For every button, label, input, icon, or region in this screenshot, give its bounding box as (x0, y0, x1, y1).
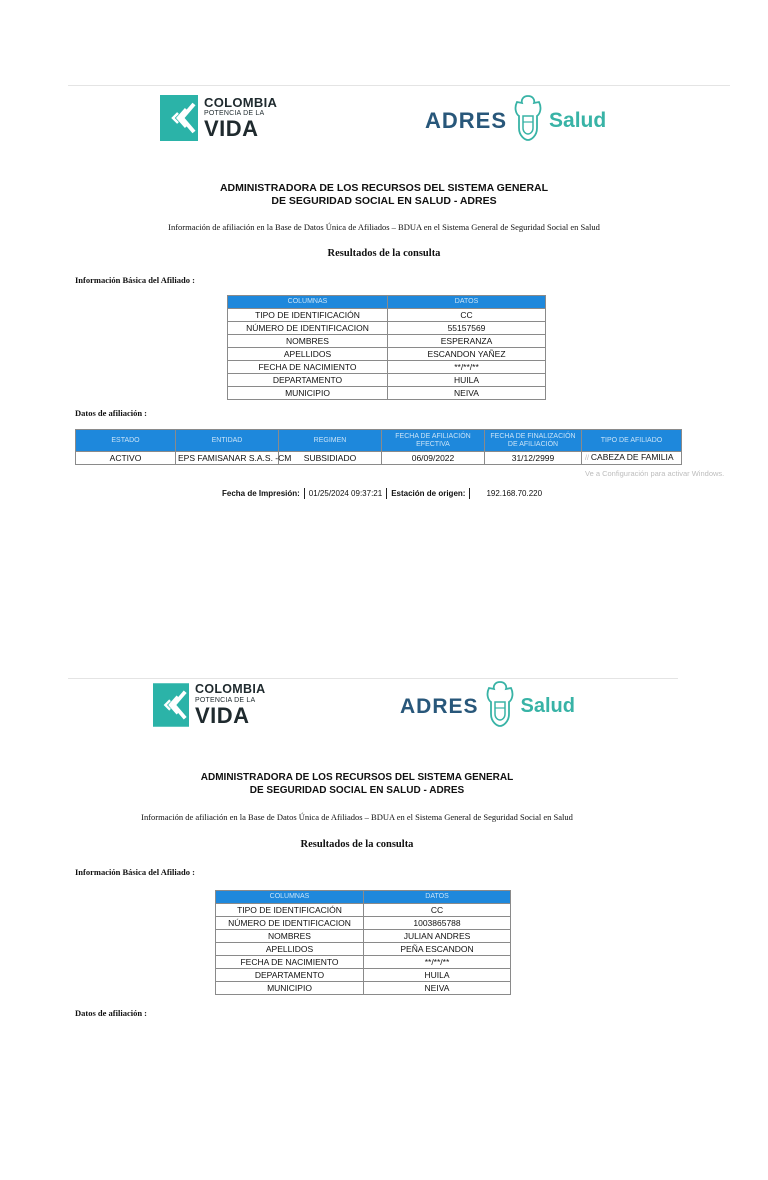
subtitle: Información de afiliación en la Base de Datos Única de Afiliados – BDUA en el Sistema General de Seguridad Social en Salud (168, 222, 600, 232)
table-row (228, 374, 546, 387)
field-label: NOMBRES (216, 930, 364, 943)
affiliation-label: Datos de afiliación : (75, 408, 148, 418)
affiliation-table (75, 429, 682, 465)
salud-wordmark: Salud (520, 695, 575, 717)
field-value: PEÑA ESCANDON (364, 943, 511, 956)
table-row (216, 904, 511, 917)
page-title (0, 182, 768, 208)
print-date-value: 01/25/2024 09:37:21 (308, 489, 383, 498)
basic-info-label: Información Básica del Afiliado : (75, 867, 195, 877)
column-header: ENTIDAD (176, 430, 279, 452)
logo-line-colombia: COLOMBIA (204, 95, 278, 110)
page-title (0, 772, 741, 797)
table-header-row (216, 891, 511, 904)
basic-info-table (215, 890, 511, 995)
table-row (76, 452, 682, 465)
salud-wordmark: Salud (549, 108, 607, 132)
logo-line-vida: VIDA (204, 116, 259, 141)
subtitle: Información de afiliación en la Base de Datos Única de Afiliados – BDUA en el Sistema General de Seguridad Social en Salud (141, 812, 573, 822)
overlay-glyph-icon: // (585, 455, 589, 462)
affiliation-label: Datos de afiliación : (75, 1008, 148, 1018)
adres-salud-logo (400, 680, 575, 733)
table-row (216, 969, 511, 982)
fecha-finalizacion-cell: 31/12/2999 (485, 452, 582, 465)
origin-value: 192.168.70.220 (486, 489, 543, 498)
tipo-afiliado-cell (582, 452, 682, 465)
colombia-potencia-vida-logo (153, 681, 265, 729)
field-value: NEIVA (388, 387, 546, 400)
table-row (228, 348, 546, 361)
colombia-potencia-vida-logo (160, 95, 277, 141)
title-line-1: ADMINISTRADORA DE LOS RECURSOS DEL SISTEMA GENERAL (219, 182, 549, 194)
column-header: TIPO DE AFILIADO (582, 430, 682, 452)
title-line-1: ADMINISTRADORA DE LOS RECURSOS DEL SISTEMA GENERAL (200, 772, 514, 783)
field-value: CC (364, 904, 511, 917)
column-header: ESTADO (76, 430, 176, 452)
field-value: **/**/** (364, 956, 511, 969)
logo-line-colombia: COLOMBIA (195, 682, 266, 697)
table-row (216, 930, 511, 943)
field-label: DEPARTAMENTO (216, 969, 364, 982)
field-value: JULIAN ANDRES (364, 930, 511, 943)
field-label: MUNICIPIO (228, 387, 388, 400)
entidad-cell: EPS FAMISANAR S.A.S. -CM (176, 452, 279, 465)
column-header: REGIMEN (279, 430, 382, 452)
field-label: MUNICIPIO (216, 982, 364, 995)
field-value: 1003865788 (364, 917, 511, 930)
table-row (228, 335, 546, 348)
logo-line-potencia: POTENCIA DE LA (204, 110, 265, 117)
table-row (216, 982, 511, 995)
separator (386, 488, 387, 499)
field-label: NOMBRES (228, 335, 388, 348)
print-footer (222, 488, 542, 499)
table-row (216, 956, 511, 969)
field-label: TIPO DE IDENTIFICACIÓN (228, 309, 388, 322)
adres-wordmark: ADRES (425, 107, 508, 133)
field-value: HUILA (364, 969, 511, 982)
field-label: FECHA DE NACIMIENTO (228, 361, 388, 374)
coat-of-arms-icon (513, 94, 543, 147)
field-label: APELLIDOS (216, 943, 364, 956)
field-label: DEPARTAMENTO (228, 374, 388, 387)
column-header: DATOS (388, 296, 546, 309)
field-label: NÚMERO DE IDENTIFICACION (216, 917, 364, 930)
document-sheet-2 (0, 668, 768, 1180)
colombia-mark-icon (160, 95, 198, 141)
field-value: CC (388, 309, 546, 322)
column-header: COLUMNAS (228, 296, 388, 309)
field-value: ESPERANZA (388, 335, 546, 348)
origin-label: Estación de origen: (391, 489, 466, 498)
table-header-row (228, 296, 546, 309)
field-value: **/**/** (388, 361, 546, 374)
tipo-afiliado-value: CABEZA DE FAMILIA (590, 452, 674, 462)
results-heading: Resultados de la consulta (300, 839, 414, 850)
coat-of-arms-icon (485, 680, 515, 733)
table-row (228, 361, 546, 374)
field-value: NEIVA (364, 982, 511, 995)
table-row (216, 917, 511, 930)
divider-line (68, 85, 730, 86)
field-label: APELLIDOS (228, 348, 388, 361)
table-row (228, 322, 546, 335)
logo-line-potencia: POTENCIA DE LA (195, 696, 256, 704)
table-row (228, 309, 546, 322)
field-value: 55157569 (388, 322, 546, 335)
table-row (228, 387, 546, 400)
table-row (216, 943, 511, 956)
field-value: ESCANDON YAÑEZ (388, 348, 546, 361)
fecha-afiliacion-cell: 06/09/2022 (382, 452, 485, 465)
print-date-label: Fecha de Impresión: (222, 489, 300, 498)
estado-cell: ACTIVO (76, 452, 176, 465)
regimen-cell: SUBSIDIADO (279, 452, 382, 465)
field-value: HUILA (388, 374, 546, 387)
separator (469, 488, 470, 499)
colombia-mark-icon (153, 681, 189, 729)
field-label: TIPO DE IDENTIFICACIÓN (216, 904, 364, 917)
basic-info-table (227, 295, 546, 400)
adres-salud-logo (425, 94, 606, 147)
logo-line-vida: VIDA (195, 702, 250, 728)
divider-line (68, 678, 678, 679)
title-line-2: DE SEGURIDAD SOCIAL EN SALUD - ADRES (271, 195, 497, 208)
results-heading: Resultados de la consulta (327, 248, 441, 259)
column-header: COLUMNAS (216, 891, 364, 904)
field-label: FECHA DE NACIMIENTO (216, 956, 364, 969)
windows-activation-watermark: Ve a Configuración para activar Windows. (585, 469, 725, 478)
table-header-row (76, 430, 682, 452)
title-line-2: DE SEGURIDAD SOCIAL EN SALUD - ADRES (249, 784, 465, 796)
column-header: FECHA DE AFILIACIÓN EFECTIVA (382, 430, 485, 452)
document-sheet-1 (0, 0, 768, 512)
adres-wordmark: ADRES (400, 694, 479, 718)
field-label: NÚMERO DE IDENTIFICACION (228, 322, 388, 335)
column-header: FECHA DE FINALIZACIÓN DE AFILIACIÓN (485, 430, 582, 452)
basic-info-label: Información Básica del Afiliado : (75, 275, 195, 285)
separator (304, 488, 305, 499)
column-header: DATOS (364, 891, 511, 904)
